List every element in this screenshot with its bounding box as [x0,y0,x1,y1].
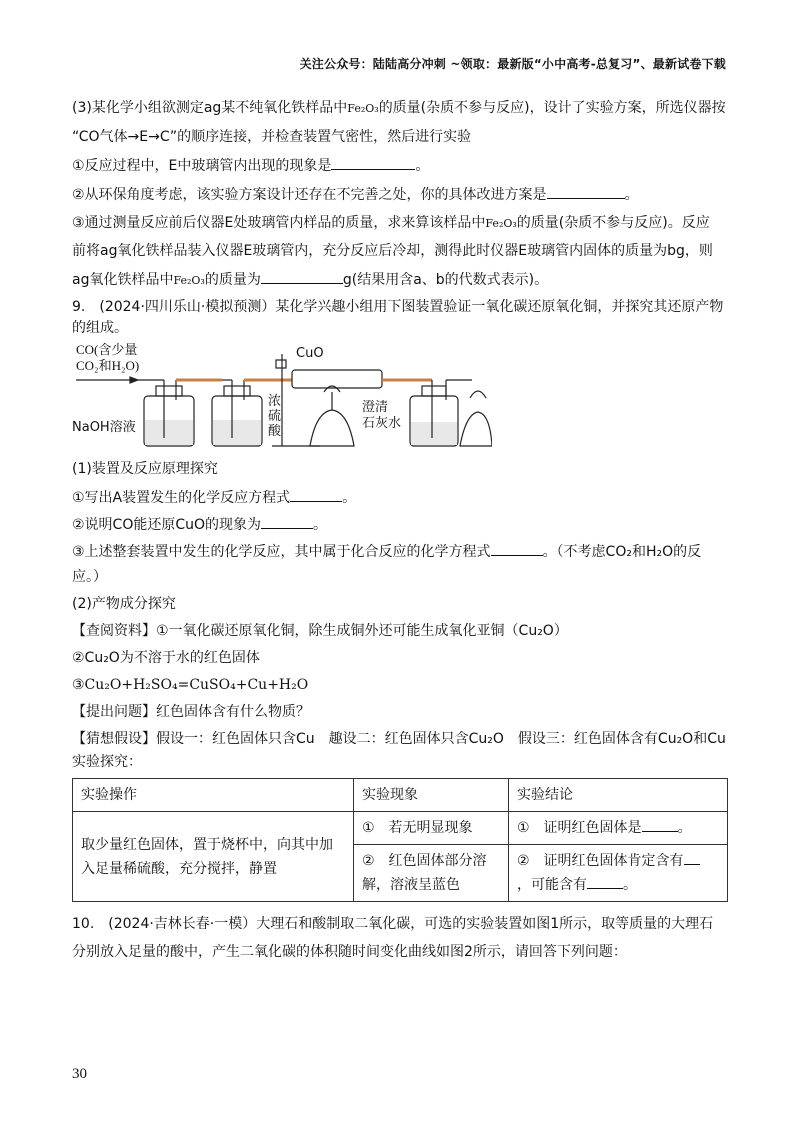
q8-item3: ③通过测量反应前后仪器E处玻璃管内样品的质量，求来算该样品中Fe₂O₃的质量(杂质不参与反应)。反应 [72,215,710,231]
answer-blank[interactable] [547,184,625,199]
acid-label: 浓 硫 酸 [268,394,282,439]
answer-blank[interactable] [261,269,343,284]
answer-blank[interactable] [331,155,415,170]
cuo-label: CuO [296,346,324,361]
table-header: 实验操作 [73,779,354,812]
arrow-head [130,377,138,383]
alcohol-lamp-2 [460,412,492,446]
hypotheses: 【猜想假设】假设一：红色固体只含Cu 趣设二：红色固体只含Cu₂O 假设三：红色固体含有Cu₂O和Cu [72,731,726,747]
s1-item-b: ②说明CO能还原CuO的现象为 。 [72,514,327,535]
problem-question: 【提出问题】红色固体含有什么物质？ [72,704,310,720]
answer-blank[interactable] [587,874,623,889]
limewater-label: 澄清 石灰水 [362,400,402,431]
table-header: 实验现象 [354,779,509,812]
answer-blank[interactable] [684,850,700,865]
experiment-table [72,778,728,902]
q9-title: 9. (2024·四川乐山·模拟预测）某化学兴趣小组用下图装置验证一氧化碳还原氧化铜，并探究其还原产物 [72,299,724,315]
info-1: 【查阅资料】①一氧化碳还原氧化铜，除生成铜外还可能生成氧化亚铜（Cu₂O） [72,623,568,639]
alcohol-lamp-1 [310,410,354,446]
table-cell: ② 红色固体部分溶解，溶液呈蓝色 [354,845,509,902]
table-header: 实验结论 [509,779,728,812]
answer-blank[interactable] [491,541,543,556]
s1-item-c: ③上述整套装置中发生的化学反应，其中属于化合反应的化学方程式 。（不考虑CO₂和H₂O的反 [72,541,701,562]
answer-blank[interactable] [290,487,342,502]
naoh-label: NaOH溶液 [72,420,136,435]
gas-label: CO(含少量 CO₂和H₂O) [76,342,140,373]
table-row [73,812,728,845]
table-cell: ① 证明红色固体是 。 [509,812,728,845]
q9-title-line2: 的组成。 [72,320,128,336]
apparatus-diagram [72,340,492,452]
q8-line1: (3)某化学小组欲测定ag某不纯氧化铁样品中Fe₂O₃的质量(杂质不参与反应)，设计了实验方案，所选仪器按 [72,100,726,116]
q8-item1: ①反应过程中，E中玻璃管内出现的现象是 。 [72,155,429,176]
answer-blank[interactable] [261,514,313,529]
table-cell: ① 若无明显现象 [354,812,509,845]
page-number: 30 [72,1066,87,1082]
s1-item-c-line2: 应。） [72,569,107,585]
q10-title-line2: 分别放入足量的酸中，产生二氧化碳的体积随时间变化曲线如图2所示，请回答下列问题： [72,944,627,960]
section-2-title: (2)产物成分探究 [72,596,176,612]
q8-line2: “CO气体→E→C”的顺序连接，并检查装置气密性，然后进行实验 [72,129,472,145]
info-3-equation: ③Cu₂O+H₂SO₄=CuSO₄+Cu+H₂O [72,677,309,693]
table-cell-operation: 取少量红色固体，置于烧杯中，向其中加入足量稀硫酸，充分搅拌，静置 [73,812,354,902]
formula-fe2o3: Fe₂O₃ [347,102,379,115]
explore-label: 实验探究： [72,754,142,770]
table-header-row [73,779,728,812]
section-1-title: (1)装置及反应原理探究 [72,461,218,477]
q8-item3-line2: 前将ag氧化铁样品装入仪器E玻璃管内，充分反应后冷却，测得此时仪器E玻璃管内固体的质量为bg，则 [72,243,713,259]
q8-item3-line3: ag氧化铁样品中Fe₂O₃的质量为 g(结果用含a、b的代数式表示)。 [72,269,548,291]
cuo-tube [292,370,382,388]
page-header: 关注公众号：陆陆高分冲刺 ~领取：最新版“小中高考-总复习”、最新试卷下载 [299,57,726,71]
table-cell: ② 证明红色固体肯定含有 ，可能含有 。 [509,845,728,902]
s1-item-a: ①写出A装置发生的化学反应方程式 。 [72,487,356,508]
answer-blank[interactable] [642,817,678,832]
info-2: ②Cu₂O为不溶于水的红色固体 [72,650,260,666]
q10-title: 10. (2024·吉林长春·一模）大理石和酸制取二氧化碳，可选的实验装置如图1所示，取等质量的大理石 [72,916,714,932]
q8-item2: ②从环保角度考虑，该实验方案设计还存在不完善之处，你的具体改进方案是 。 [72,184,639,205]
